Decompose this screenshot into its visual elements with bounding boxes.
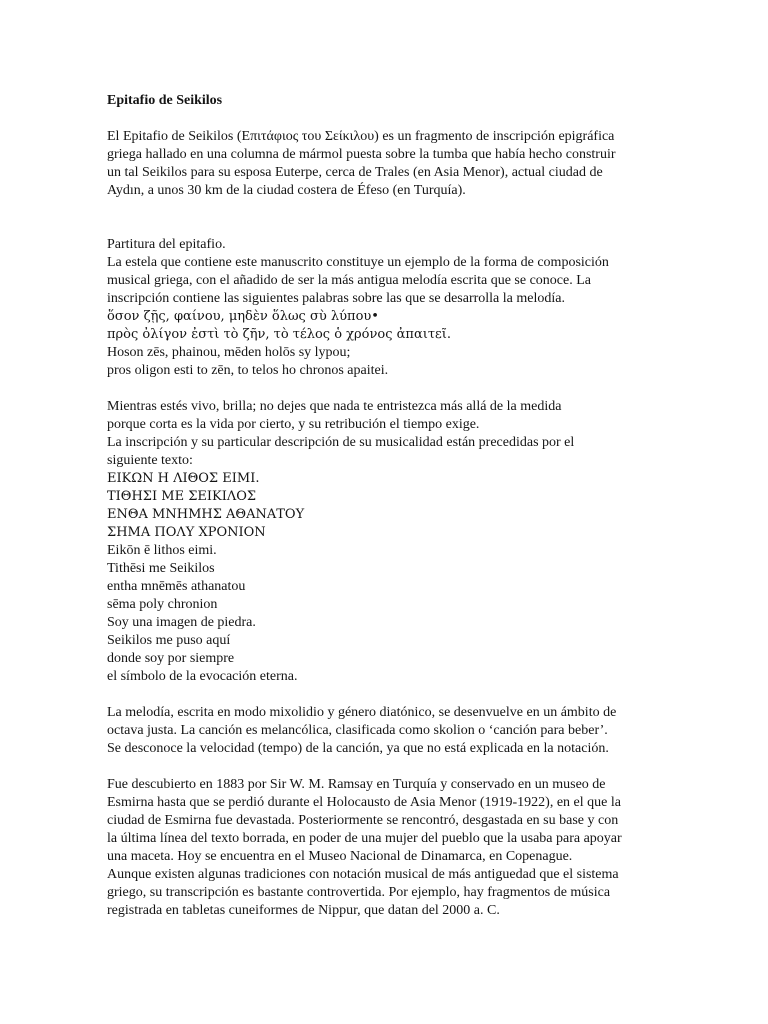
- text-line: una maceta. Hoy se encuentra en el Museo Nacional de Dinamarca, en Copenague.: [107, 849, 573, 864]
- intro-paragraph: [107, 128, 667, 200]
- document-title: Epitafio de Seikilos: [107, 93, 223, 108]
- text-line: la última línea del texto borrada, en poder de una mujer del pueblo que la usaba para apoyar: [107, 831, 622, 846]
- text-line: musical griega, con el añadido de ser la más antigua melodía escrita que se conoce. La: [107, 273, 591, 288]
- text-line: Aunque existen algunas tradiciones con notación musical de más antiguedad que el sistema: [107, 867, 619, 882]
- text-line: octava justa. La canción es melancólica, clasificada como skolion o ‘canción para beber’.: [107, 723, 608, 738]
- text-line: un tal Seikilos para su esposa Euterpe, cerca de Trales (en Asia Menor), actual ciudad de: [107, 165, 603, 180]
- translation-line: Soy una imagen de piedra.: [107, 615, 256, 630]
- partitura-paragraph: [107, 236, 667, 380]
- spacer: [107, 110, 667, 128]
- text-line: La melodía, escrita en modo mixolidio y género diatónico, se desenvuelve en un ámbito de: [107, 705, 617, 720]
- descubierto-paragraph: [107, 776, 667, 920]
- greek-inscription-line: ΣΗΜΑ ΠΟΛΥ ΧΡΟΝΙΟΝ: [107, 525, 266, 540]
- spacer: [107, 380, 667, 398]
- text-line: registrada en tabletas cuneiformes de Nippur, que datan del 2000 a. C.: [107, 903, 500, 918]
- greek-verse-line: ὅσον ζῇς, φαίνου, μηδὲν ὅλως σὺ λύπου•: [107, 309, 379, 324]
- transliteration-line: entha mnēmēs athanatou: [107, 579, 246, 594]
- text-line: La estela que contiene este manuscrito constituye un ejemplo de la forma de composición: [107, 255, 609, 270]
- spacer: [107, 218, 667, 236]
- spacer: [107, 200, 667, 218]
- greek-inscription-line: ΕΝΘΑ ΜΝΗΜΗΣ ΑΘΑΝΑΤΟΥ: [107, 507, 305, 522]
- text-line: Partitura del epitafio.: [107, 237, 226, 252]
- spacer: [107, 686, 667, 704]
- text-line: ciudad de Esmirna fue devastada. Posteriormente se rencontró, desgastada en su base y con: [107, 813, 619, 828]
- mientras-paragraph: [107, 398, 667, 686]
- text-line: Fue descubierto en 1883 por Sir W. M. Ramsay en Turquía y conservado en un museo de: [107, 777, 606, 792]
- spacer: [107, 758, 667, 776]
- melodia-paragraph: [107, 704, 667, 758]
- text-line: El Epitafio de Seikilos (Επιτάφιος του Σείκιλου) es un fragmento de inscripción epigráfica: [107, 129, 615, 144]
- text-line: Mientras estés vivo, brilla; no dejes que nada te entristezca más allá de la medida: [107, 399, 562, 414]
- text-line: inscripción contiene las siguientes palabras sobre las que se desarrolla la melodía.: [107, 291, 565, 306]
- transliteration-line: Hoson zēs, phainou, mēden holōs sy lypou;: [107, 345, 351, 360]
- text-line: griego, su transcripción es bastante controvertida. Por ejemplo, hay fragmentos de música: [107, 885, 611, 900]
- transliteration-line: Eikōn ē lithos eimi.: [107, 543, 217, 558]
- transliteration-line: pros oligon esti to zēn, to telos ho chronos apaitei.: [107, 363, 389, 378]
- document-page: [107, 92, 667, 920]
- text-line: La inscripción y su particular descripción de su musicalidad están precedidas por el: [107, 435, 575, 450]
- transliteration-line: sēma poly chronion: [107, 597, 218, 612]
- translation-line: Seikilos me puso aquí: [107, 633, 231, 648]
- greek-inscription-line: ΤΙΘΗΣΙ ΜΕ ΣΕΙΚΙΛΟΣ: [107, 489, 257, 504]
- greek-inscription-line: ΕΙΚΩΝ Η ΛΙΘΟΣ ΕΙΜΙ.: [107, 471, 260, 486]
- text-line: griega hallado en una columna de mármol puesta sobre la tumba que había hecho construir: [107, 147, 616, 162]
- translation-line: el símbolo de la evocación eterna.: [107, 669, 298, 684]
- greek-verse-line: πρὸς ὀλίγον ἐστὶ τὸ ζῆν, τὸ τέλος ὁ χρόνος ἀπαιτεῖ.: [107, 327, 452, 342]
- text-line: porque corta es la vida por cierto, y su retribución el tiempo exige.: [107, 417, 480, 432]
- text-line: Aydın, a unos 30 km de la ciudad costera de Éfeso (en Turquía).: [107, 183, 466, 198]
- text-line: Se desconoce la velocidad (tempo) de la canción, ya que no está explicada en la notación.: [107, 741, 609, 756]
- transliteration-line: Tithēsi me Seikilos: [107, 561, 215, 576]
- text-line: Esmirna hasta que se perdió durante el Holocausto de Asia Menor (1919-1922), en el que la: [107, 795, 621, 810]
- text-line: siguiente texto:: [107, 453, 193, 468]
- translation-line: donde soy por siempre: [107, 651, 235, 666]
